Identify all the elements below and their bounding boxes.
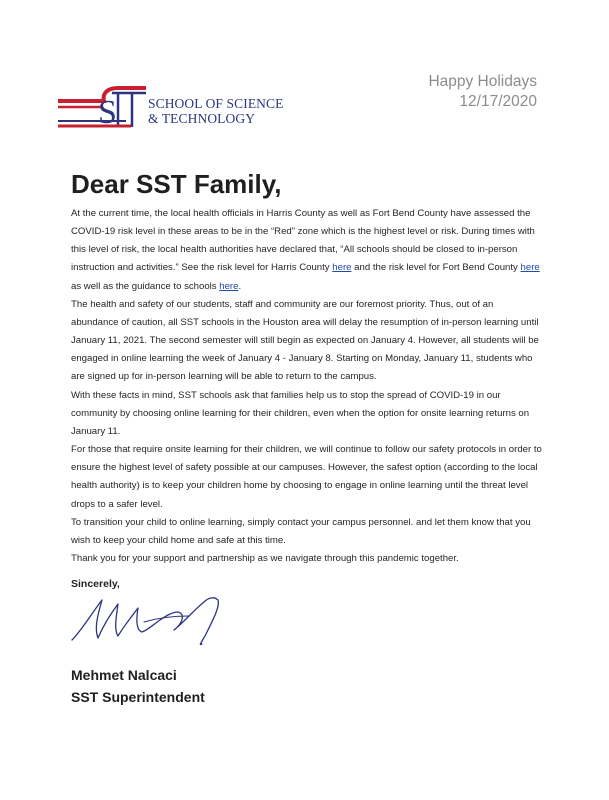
closing-sincerely: Sincerely, [71, 578, 120, 590]
school-logo [56, 83, 286, 138]
salutation-heading: Dear SST Family, [71, 169, 282, 199]
paragraph-safety: The health and safety of our students, staff and community are our foremost priority. Thus, out of an abundance of caution, all SST schools in the Houston area will delay the resumption of in-person learning until January 11, 2021. The second semester will still begin as expected on January 4. However, all students will be engaged in online learning the week of January 4 - January 8. Starting on Monday, January 11, students who are signed up for in-person learning will be able to return to the campus. [71, 298, 539, 383]
letter-body [71, 205, 543, 568]
paragraph-transition: To transition your child to online learning, simply contact your campus personnel. and let them know that you wish to keep your child home and safe at this time. [71, 516, 531, 546]
paragraph-onsite-learning: For those that require onsite learning for their children, we will continue to follow our safety protocols in order to ensure the highest level of safety possible at our campuses. However, the safest option (according to the local health authority) is to keep your children home by choosing to engage in online learning until the threat level drops to a safer level. [71, 444, 542, 510]
paragraph-thanks: Thank you for your support and partnership as we navigate through this pandemic together. [71, 552, 459, 564]
signer-title: SST Superintendent [71, 689, 205, 705]
logo-line1: SCHOOL OF SCIENCE [148, 96, 284, 111]
signer-name: Mehmet Nalcaci [71, 667, 177, 683]
signature-image [68, 594, 228, 650]
svg-text:S: S [98, 94, 117, 131]
p1-text-c: as well as the guidance to schools [71, 280, 220, 292]
logo-line2: & TECHNOLOGY [148, 111, 256, 126]
harris-county-link[interactable]: here [332, 262, 352, 274]
p1-text-d: . [238, 280, 242, 292]
header-greeting-block [428, 72, 537, 112]
fort-bend-county-link[interactable]: here [520, 262, 540, 274]
school-guidance-link[interactable]: here [219, 280, 239, 292]
letter-date: 12/17/2020 [459, 93, 537, 110]
paragraph-online-learning: With these facts in mind, SST schools ask that families help us to stop the spread of COVID-19 in our community by choosing online learning for their children, even when the option for onsite learning returns on January 11. [71, 389, 530, 437]
p1-text-b: and the risk level for Fort Bend County [351, 262, 521, 274]
logo-text [148, 96, 283, 126]
holiday-greeting: Happy Holidays [428, 73, 537, 90]
p1-text-a: At the current time, the local health officials in Harris County as well as Fort Bend County have assessed the COVID-19 risk level in these areas to be in the “Red” zone which is the highest level or risk. During times with this level of risk, the local health authorities have declared that, “All schools should be closed to in-person instruction and activities.” See the risk level for Harris County [71, 208, 535, 274]
signer-block [71, 664, 205, 708]
sst-logo-mark [56, 83, 151, 138]
paragraph-risk-level [71, 205, 543, 296]
